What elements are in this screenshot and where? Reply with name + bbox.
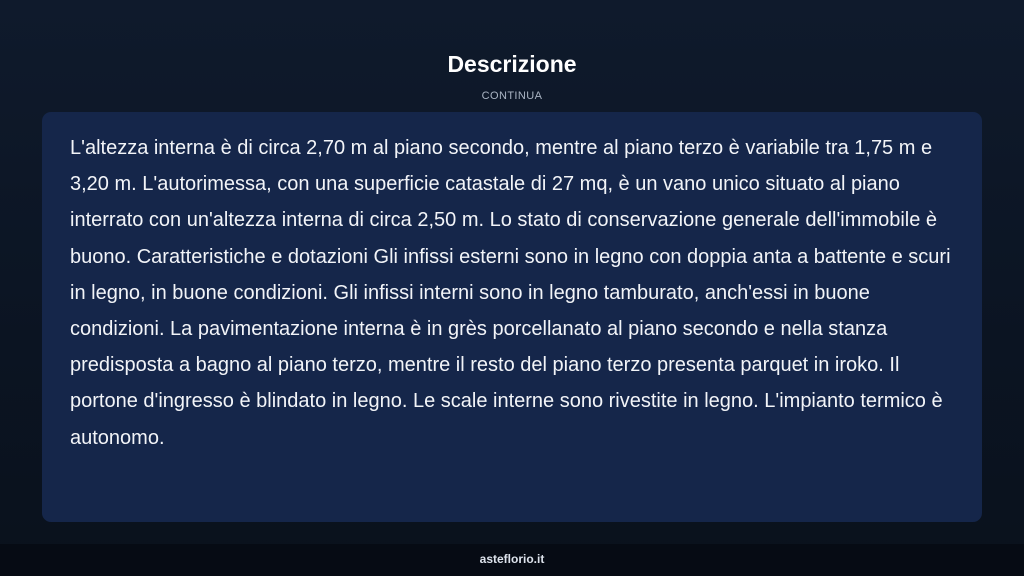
footer-site-name: asteflorio.it xyxy=(479,552,545,566)
continue-label: CONTINUA xyxy=(481,90,543,102)
description-text: L'altezza interna è di circa 2,70 m al piano secondo, mentre al piano terzo è variabile tra 1,75 m e 3,20 m. L'autorimessa, con una superficie catastale di 27 mq, è un vano unico situato al piano interrato con un'altezza interna di circa 2,50 m. Lo stato di conservazione generale dell'immobile è buono. Caratteristiche e dotazioni Gli infissi esterni sono in legno con doppia anta a battente e scuri in legno, in buone condizioni. Gli infissi interni sono in legno tamburato, anch'essi in buone condizioni. La pavimentazione interna è in grès porcellanato al piano secondo e nella stanza predisposta a bagno al piano terzo, mentre il resto del piano terzo presenta parquet in iroko. Il portone d'ingresso è blindato in legno. Le scale interne sono rivestite in legno. L'impianto termico è autonomo. xyxy=(70,137,951,449)
description-card xyxy=(42,112,982,522)
page-title: Descrizione xyxy=(447,51,577,77)
